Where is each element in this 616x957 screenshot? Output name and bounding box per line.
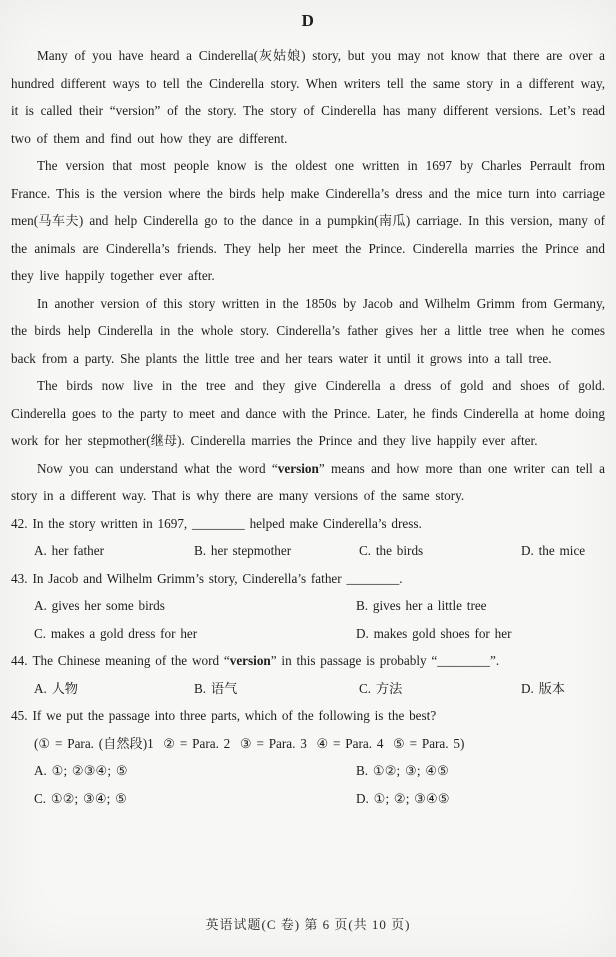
option: D. the mice [521,543,586,558]
passage-paragraph: The version that most people know is the oldest one written in 1697 by Charles Perrault from France. This is the version where the birds help make Cinderella’s dress and the mice turn into carriage men(马车夫) and help Cinderella go to the dance in a pumpkin(南瓜) carriage. In this version, many of the animals are Cinderella’s friends. They help her meet the Prince. Cinderella marries the Prince and they live happily together ever after. [11,158,605,283]
passage-paragraph: In another version of this story written in the 1850s by Jacob and Wilhelm Grimm from Germany, the birds help Cinderella in the whole story. Cinderella’s father gives her a little tree when he comes back from a party. She plants the little tree and her tears water it until it grows into a tall tree. [11,295,605,366]
question-stem: 43. In Jacob and Wilhelm Grimm’s story, Cinderella’s father ________. [11,570,403,586]
question-stem: 42. In the story written in 1697, ________ helped make Cinderella’s dress. [11,515,422,531]
passage-paragraph: Many of you have heard a Cinderella(灰姑娘) story, but you may not know that there are over a hundred different ways to tell the Cinderella story. When writers tell the same story in a different way, it is called their “version” of the story. The story of Cinderella has many different versions. Let’s read two of them and find out how they are different. [11,48,605,146]
option: A. ①; ②③④; ⑤ [34,763,128,778]
question-options [11,675,605,703]
question-note: (① = Para. (自然段)1 ② = Para. 2 ③ = Para. 3 ④ = Para. 4 ⑤ = Para. 5) [34,735,465,751]
passage-paragraph: The birds now live in the tree and they give Cinderella a dress of gold and shoes of gold. Cinderella goes to the party to meet and dance with the Prince. Later, he finds Cinderella at home doing work for her stepmother(继母). Cinderella marries the Prince and they live happily ever after. [11,378,605,448]
option: D. 版本 [521,680,565,696]
questions-section [11,510,605,813]
question-options [11,592,605,647]
question-options [11,757,605,812]
option: B. 语气 [194,680,238,696]
option: A. her father [34,543,104,558]
option: C. ①②; ③④; ⑤ [34,790,127,806]
passage-paragraph: Now you can understand what the word “version” means and how more than one writer can tell a story in a different way. That is why there are many versions of the same story. [11,460,605,503]
question-stem: 45. If we put the passage into three parts, which of the following is the best? [11,708,437,723]
option: C. makes a gold dress for her [34,625,198,641]
option: D. makes gold shoes for her [356,625,512,641]
question-number: 42. [11,515,28,531]
question-number: 45. [11,708,28,723]
option: A. gives her some birds [34,598,165,613]
question-stem: 44. The Chinese meaning of the word “version” in this passage is probably “________”. [11,653,500,668]
question-number: 43. [11,570,28,586]
section-heading: D [301,11,315,30]
option: C. the birds [359,543,424,558]
question [11,702,605,812]
option: B. ①②; ③; ④⑤ [356,763,449,778]
page-footer: 英语试题(C 卷) 第 6 页(共 10 页) [205,917,411,932]
question-options [11,537,605,565]
option: B. gives her a little tree [356,598,487,613]
question [11,647,605,702]
option: B. her stepmother [194,543,292,558]
option: A. 人物 [34,680,78,696]
question [11,565,605,648]
option: D. ①; ②; ③④⑤ [356,790,450,806]
question-number: 44. [11,653,28,668]
reading-passage [11,42,605,510]
option: C. 方法 [359,680,403,696]
question [11,510,605,565]
